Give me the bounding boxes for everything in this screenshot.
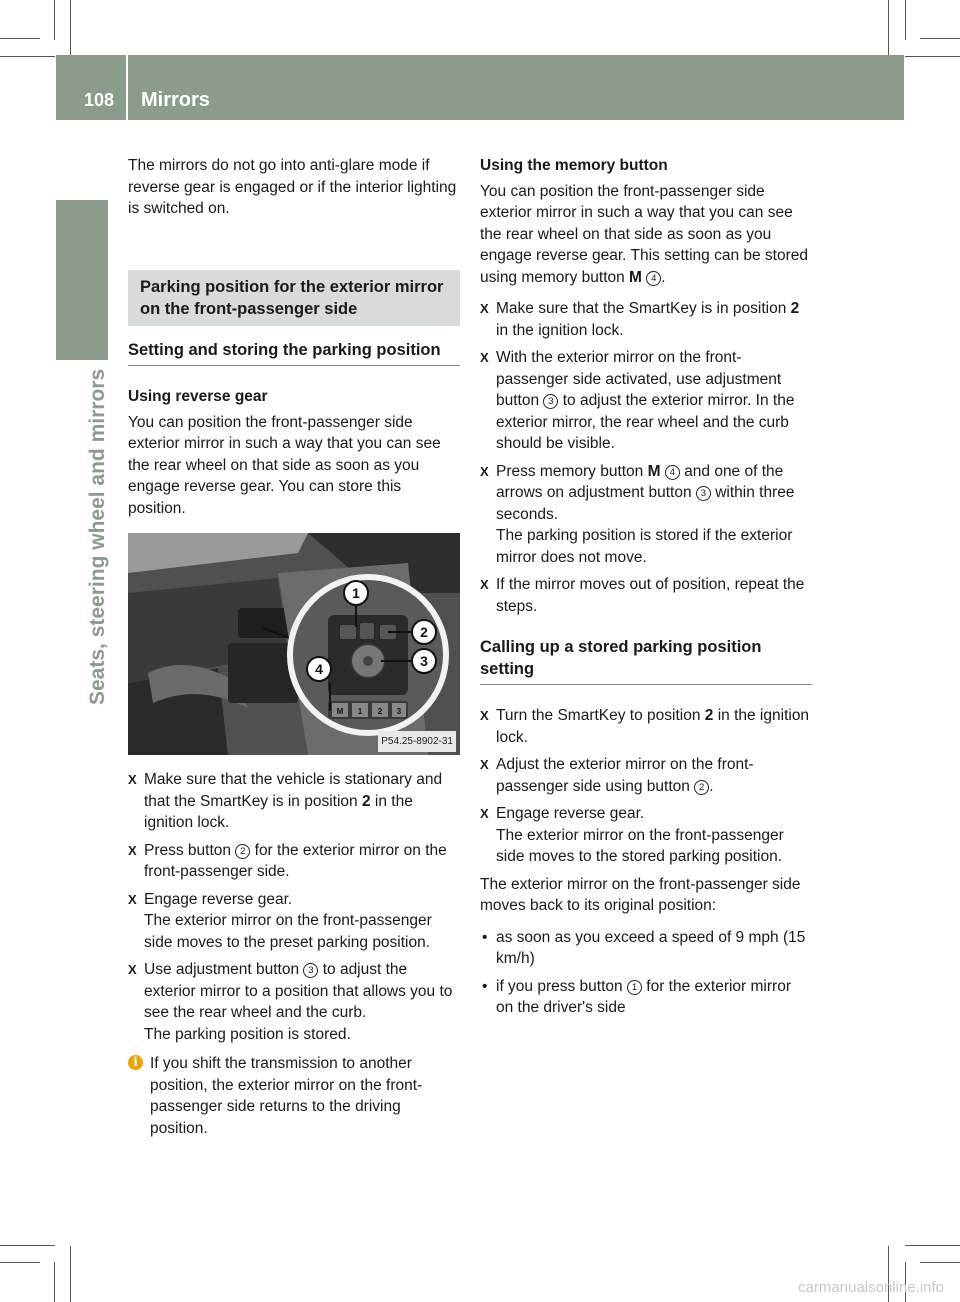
page-number: 108 bbox=[84, 90, 115, 110]
memory-step-1-position: 2 bbox=[790, 300, 800, 317]
step-3-text: Engage reverse gear. bbox=[144, 890, 293, 908]
memory-step-2 bbox=[480, 347, 812, 455]
calling-up-heading: Calling up a stored parking position setting bbox=[480, 637, 812, 685]
calling-step-1-text-end: in the ignition lock. bbox=[496, 707, 810, 746]
section-heading: Parking position for the exterior mirror on the front-passenger side bbox=[128, 270, 460, 326]
step-2-text: Press button bbox=[144, 841, 236, 859]
condition-1 bbox=[480, 927, 812, 970]
reverse-gear-text: You can position the front-passenger side exterior mirror in such a way that you can see the rear wheel on that side as soon as you engage reverse gear. You can store this position. bbox=[128, 413, 441, 517]
step-4-text-end: to adjust the exterior mirror to a position that allows you to see the rear wheel and the curb. bbox=[144, 961, 453, 1021]
crop-mark bbox=[70, 0, 71, 55]
chapter-label-text: Seats, steering wheel and mirrors bbox=[86, 368, 109, 705]
reverse-gear-heading: Using reverse gear bbox=[128, 388, 268, 405]
right-column bbox=[480, 155, 812, 1025]
memory-step-3-result: The parking position is stored if the exterior mirror does not move. bbox=[496, 527, 793, 566]
memory-text-end: . bbox=[661, 268, 666, 286]
calling-step-2-text: Adjust the exterior mirror on the front-passenger side using button bbox=[496, 756, 754, 795]
chapter-tab bbox=[56, 200, 108, 360]
memory-step-3-text: Press memory button bbox=[496, 462, 648, 480]
info-icon: i bbox=[128, 1055, 143, 1070]
memory-M-label: M bbox=[629, 268, 642, 286]
arrow-marker-icon: X bbox=[128, 962, 137, 977]
crop-mark bbox=[920, 1262, 960, 1263]
memory-key-1: 1 bbox=[357, 707, 363, 716]
button-3-ref: 3 bbox=[303, 963, 318, 978]
info-note bbox=[128, 1053, 460, 1139]
crop-mark bbox=[905, 1245, 960, 1246]
condition-2-text: if you press button bbox=[496, 977, 627, 995]
button-4-ref: 4 bbox=[646, 271, 661, 286]
arrow-marker-icon: X bbox=[480, 577, 489, 592]
arrow-marker-icon: X bbox=[128, 772, 137, 787]
step-4-text: Use adjustment button bbox=[144, 961, 304, 978]
memory-step-3-text-end: within three seconds. bbox=[496, 484, 795, 523]
info-text: If you shift the transmission to another position, the exterior mirror on the front-passenger side returns to the driving position. bbox=[150, 1055, 423, 1137]
button-1-ref: 1 bbox=[627, 980, 642, 995]
memory-button-heading: Using the memory button bbox=[480, 157, 668, 174]
bullet-icon: • bbox=[482, 977, 488, 995]
step-1 bbox=[128, 769, 460, 834]
button-3-ref: 3 bbox=[543, 394, 558, 409]
step-1-text: Make sure that the vehicle is stationary and that the SmartKey is in position bbox=[144, 771, 443, 810]
subsection-heading: Setting and storing the parking position bbox=[128, 340, 460, 367]
memory-key-M: M bbox=[336, 707, 344, 716]
arrow-marker-icon: X bbox=[480, 708, 489, 723]
memory-key-3: 3 bbox=[396, 707, 402, 716]
arrow-marker-icon: X bbox=[480, 463, 489, 479]
crop-mark bbox=[54, 1262, 55, 1302]
step-3 bbox=[128, 889, 460, 954]
memory-key-2: 2 bbox=[377, 707, 383, 716]
button-4-ref: 4 bbox=[665, 465, 680, 480]
crop-mark bbox=[0, 1245, 55, 1246]
button-2-ref: 2 bbox=[694, 780, 709, 795]
bullet-icon: • bbox=[482, 928, 488, 946]
crop-mark bbox=[888, 0, 889, 55]
memory-text: You can position the front-passenger side exterior mirror in such a way that you can see the rear wheel on that side as soon as you engage reverse gear. This setting can be stored using memory button bbox=[480, 182, 809, 286]
crop-mark bbox=[70, 1246, 71, 1302]
step-1-text-end: in the ignition lock. bbox=[144, 792, 413, 831]
calling-step-2 bbox=[480, 754, 812, 797]
memory-button-text bbox=[480, 181, 812, 289]
step-3-result: The exterior mirror on the front-passenger side moves to the preset parking position. bbox=[144, 912, 432, 951]
memory-step-2-text: With the exterior mirror on the front-passenger side activated, use adjustment button bbox=[496, 349, 782, 409]
arrow-marker-icon: X bbox=[480, 350, 489, 365]
figure-code: P54.25-8902-31 bbox=[378, 731, 456, 753]
header-divider bbox=[126, 55, 128, 120]
arrow-marker-icon: X bbox=[480, 806, 489, 821]
step-1-position: 2 bbox=[361, 792, 371, 810]
callout-3: 3 bbox=[420, 653, 428, 669]
arrow-marker-icon: X bbox=[128, 891, 137, 907]
page-title: Mirrors bbox=[141, 89, 210, 111]
crop-mark bbox=[920, 38, 960, 39]
button-2-ref: 2 bbox=[235, 844, 250, 859]
arrow-marker-icon: X bbox=[480, 301, 489, 316]
step-2-text-end: for the exterior mirror on the front-passenger side. bbox=[144, 841, 447, 880]
condition-1-text: as soon as you exceed a speed of 9 mph (15 km/h) bbox=[496, 928, 806, 967]
calling-step-2-text-end: . bbox=[709, 777, 714, 795]
button-3-ref: 3 bbox=[696, 486, 711, 501]
step-4-result: The parking position is stored. bbox=[144, 1025, 351, 1043]
step-2 bbox=[128, 840, 460, 883]
calling-step-1-text: Turn the SmartKey to position bbox=[496, 707, 705, 724]
calling-step-1-position: 2 bbox=[704, 707, 714, 724]
crop-mark bbox=[0, 56, 55, 57]
door-panel-illustration bbox=[128, 533, 460, 755]
calling-step-3 bbox=[480, 803, 812, 868]
moves-back-text: The exterior mirror on the front-passenger side moves back to its original position: bbox=[480, 875, 801, 914]
crop-mark bbox=[905, 56, 960, 57]
crop-mark bbox=[905, 0, 906, 40]
intro-text: The mirrors do not go into anti-glare mode if reverse gear is engaged or if the interior lighting is switched on. bbox=[128, 157, 457, 217]
watermark: carmanualsonline.info bbox=[798, 1279, 944, 1296]
memory-step-1 bbox=[480, 298, 812, 341]
memory-step-4 bbox=[480, 574, 812, 617]
crop-mark bbox=[54, 0, 55, 40]
memory-step-3 bbox=[480, 461, 812, 569]
memory-step-2-text-end: to adjust the exterior mirror. In the exterior mirror, the rear wheel and the curb should be visible. bbox=[496, 392, 795, 452]
arrow-marker-icon: X bbox=[128, 842, 137, 858]
memory-step-4-text: If the mirror moves out of position, repeat the steps. bbox=[496, 576, 805, 615]
callout-4: 4 bbox=[315, 661, 323, 677]
memory-step-3-M: M bbox=[647, 462, 661, 480]
left-column bbox=[128, 155, 460, 1139]
calling-step-1 bbox=[480, 705, 812, 748]
condition-2 bbox=[480, 976, 812, 1019]
arrow-marker-icon: X bbox=[480, 757, 489, 772]
step-4 bbox=[128, 959, 460, 1045]
door-panel-figure bbox=[128, 533, 460, 755]
callout-2: 2 bbox=[420, 624, 428, 640]
memory-step-1-text: Make sure that the SmartKey is in position bbox=[496, 300, 791, 317]
calling-step-3-result: The exterior mirror on the front-passenger side moves to the stored parking position. bbox=[496, 826, 784, 865]
crop-mark bbox=[0, 1262, 40, 1263]
condition-2-text-end: for the exterior mirror on the driver's side bbox=[496, 977, 791, 1016]
crop-mark bbox=[0, 38, 40, 39]
callout-1: 1 bbox=[352, 585, 360, 601]
memory-step-3-text-mid: and one of the arrows on adjustment button bbox=[496, 462, 784, 501]
calling-step-3-text: Engage reverse gear. bbox=[496, 805, 645, 822]
memory-step-1-text-end: in the ignition lock. bbox=[496, 321, 624, 339]
